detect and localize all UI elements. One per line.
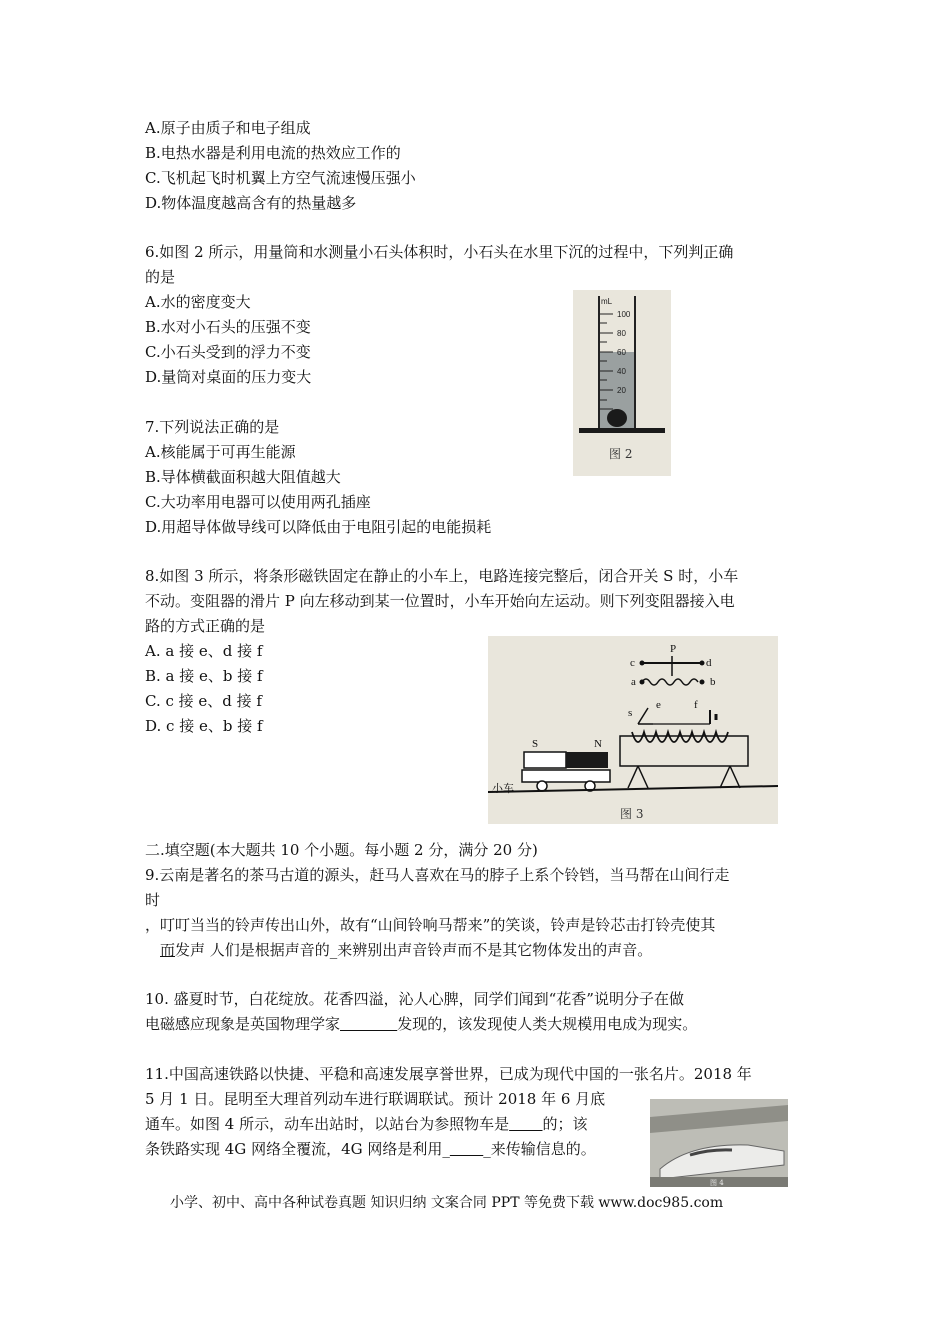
figure-3 bbox=[488, 636, 778, 824]
pole-s-label: S bbox=[532, 738, 539, 750]
car-body bbox=[522, 770, 610, 782]
q11-line3 bbox=[145, 1113, 588, 1135]
label-c: c bbox=[630, 657, 635, 669]
label-p: P bbox=[670, 643, 677, 655]
tick-20: 20 bbox=[617, 386, 626, 395]
q7-option-b: B.导体横截面积越大阻值越大 bbox=[145, 468, 341, 486]
q10-line2-b: 发现的，该发现使人类大规模用电成为现实。 bbox=[397, 1015, 698, 1033]
q8-option-b: B. a 接 e、b 接 f bbox=[145, 667, 263, 685]
q7-stem: 7.下列说法正确的是 bbox=[145, 418, 280, 436]
q6-option-a: A.水的密度变大 bbox=[145, 293, 251, 311]
figure-2-caption: 图 2 bbox=[609, 447, 633, 461]
ground bbox=[488, 786, 778, 792]
q5-option-d: D.物体温度越高含有的热量越多 bbox=[145, 194, 357, 212]
section-2-title: 二.填空题(本大题共 10 个小题。每小题 2 分，满分 20 分) bbox=[145, 841, 538, 859]
label-f: f bbox=[694, 699, 698, 711]
q6-stem-line2: 的是 bbox=[145, 268, 176, 286]
q5-option-b: B.电热水器是利用电流的热效应工作的 bbox=[145, 144, 401, 162]
q11-line4-b: 来传输信息的。 bbox=[490, 1140, 596, 1158]
q7-option-d: D.用超导体做导线可以降低由于电阻引起的电能损耗 bbox=[145, 518, 492, 536]
rheostat-coil bbox=[642, 679, 698, 685]
tick-80: 80 bbox=[617, 329, 626, 338]
label-s: s bbox=[628, 707, 633, 719]
q8-option-d: D. c 接 e、b 接 f bbox=[145, 717, 263, 735]
q6-option-d: D.量筒对桌面的压力变大 bbox=[145, 368, 312, 386]
label-a: a bbox=[631, 676, 636, 688]
tick-60: 60 bbox=[617, 348, 626, 357]
q6-stem-line1: 6.如图 2 所示，用量筒和水测量小石头体积时，小石头在水里下沉的过程中，下列判正确 bbox=[145, 243, 734, 261]
unit-label: mL bbox=[601, 297, 613, 306]
q8-option-a: A. a 接 e、d 接 f bbox=[145, 642, 263, 660]
figure-3-caption: 图 3 bbox=[620, 807, 644, 821]
q10-line1: 10. 盛夏时节，白花绽放。花香四溢，沁人心脾，同学们闻到“花香”说明分子在做 bbox=[145, 990, 684, 1008]
switch bbox=[638, 708, 648, 724]
q5-option-a: A.原子由质子和电子组成 bbox=[145, 119, 311, 137]
magnet-car-circuit-diagram bbox=[488, 636, 778, 824]
q11-line3-b: 的；该 bbox=[542, 1115, 588, 1133]
coil bbox=[632, 732, 728, 742]
q11-line4 bbox=[145, 1138, 596, 1160]
q7-option-c: C.大功率用电器可以使用两孔插座 bbox=[145, 493, 371, 511]
q11-line1: 11.中国高速铁路以快捷、平稳和高速发展享誉世界，已成为现代中国的一张名片。2018 年 bbox=[145, 1065, 752, 1083]
q8-option-c: C. c 接 e、d 接 f bbox=[145, 692, 262, 710]
pole-n-label: N bbox=[594, 738, 602, 750]
cylinder-base bbox=[579, 428, 665, 433]
q7-option-a: A.核能属于可再生能源 bbox=[145, 443, 296, 461]
magnet-s-pole bbox=[524, 752, 566, 768]
label-b: b bbox=[710, 676, 716, 688]
car-label: 小车 bbox=[492, 783, 514, 795]
figure-4-caption: 图 4 bbox=[710, 1179, 724, 1187]
q9-underlined-char: 而 bbox=[160, 941, 176, 959]
train-photo bbox=[650, 1099, 788, 1187]
q8-stem-line1: 8.如图 3 所示，将条形磁铁固定在静止的小车上，电路连接完整后，闭合开关 S 时，小车 bbox=[145, 567, 739, 585]
magnet-n-pole bbox=[566, 752, 608, 768]
page-footer: 小学、初中、高中各种试卷真题 知识归纳 文案合同 PPT 等免费下载 www.doc985.com bbox=[170, 1195, 724, 1211]
q10-blank bbox=[340, 1015, 397, 1033]
q11-line2: 5 月 1 日。昆明至大理首列动车进行联调联试。预计 2018 年 6 月底 bbox=[145, 1090, 606, 1108]
q6-option-c: C.小石头受到的浮力不变 bbox=[145, 343, 311, 361]
q11-line4-a: 条铁路实现 4G 网络全覆流，4G 网络是利用 bbox=[145, 1140, 443, 1158]
q5-option-c: C.飞机起飞时机翼上方空气流速慢压强小 bbox=[145, 169, 416, 187]
label-d: d bbox=[706, 657, 712, 669]
q9-line2: 时 bbox=[145, 891, 161, 909]
q11-line3-a: 通车。如图 4 所示，动车出站时，以站台为参照物车是 bbox=[145, 1115, 510, 1133]
q9-line3: ，叮叮当当的铃声传出山外，故有“山间铃响马帮来”的笑谈，铃声是铃芯击打铃壳使其 bbox=[145, 916, 716, 934]
q9-line4 bbox=[160, 939, 652, 961]
figure-4 bbox=[650, 1099, 788, 1187]
tick-100: 100 bbox=[617, 310, 631, 319]
q10-line2-a: 电磁感应现象是英国物理学家 bbox=[145, 1015, 341, 1033]
q9-line4-rest: 发声 人们是根据声音的_来辨别出声音铃声而不是其它物体发出的声音。 bbox=[175, 941, 653, 959]
tick-40: 40 bbox=[617, 367, 626, 376]
figure-2 bbox=[573, 290, 671, 476]
q11-blank-2: _ _ bbox=[442, 1140, 491, 1158]
graduated-cylinder-diagram bbox=[573, 290, 671, 476]
q8-stem-line2: 不动。变阻器的滑片 P 向左移动到某一位置时，小车开始向左运动。则下列变阻器接入电 bbox=[145, 592, 735, 610]
q11-blank-1 bbox=[509, 1115, 542, 1133]
q10-line2 bbox=[145, 1013, 697, 1035]
stone bbox=[607, 409, 627, 427]
q6-option-b: B.水对小石头的压强不变 bbox=[145, 318, 311, 336]
label-e: e bbox=[656, 699, 661, 711]
car-wheel-left bbox=[537, 781, 547, 791]
q9-line1: 9.云南是著名的茶马古道的源头，赶马人喜欢在马的脖子上系个铃铛，当马帮在山间行走 bbox=[145, 866, 730, 884]
q8-stem-line3: 路的方式正确的是 bbox=[145, 617, 266, 635]
